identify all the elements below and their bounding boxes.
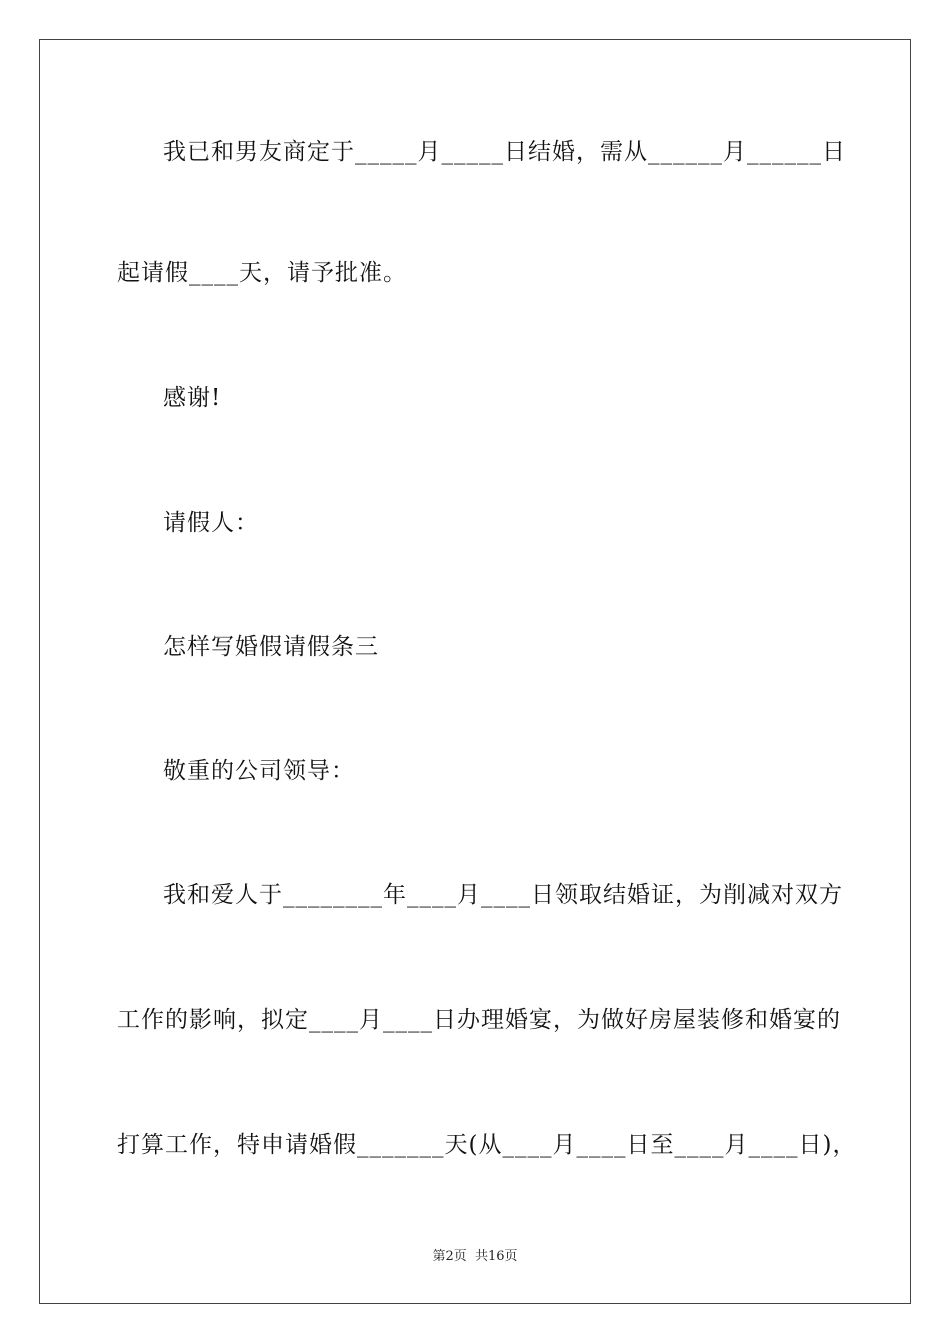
closing-thanks: 感谢! [163, 385, 222, 411]
applicant-label: 请假人： [163, 510, 259, 536]
page-number-footer: 第2页 共16页 [432, 1249, 518, 1264]
salutation: 敬重的公司领导： [163, 758, 355, 784]
body-paragraph-line: 打算工作，特申请婚假_______天(从____月____日至____月____日)， [117, 1132, 857, 1158]
page-border [39, 39, 911, 1304]
body-paragraph-line: 工作的影响，拟定____月____日办理婚宴，为做好房屋装修和婚宴的 [117, 1007, 841, 1033]
body-paragraph-line: 我和爱人于________年____月____日领取结婚证，为削减对双方 [163, 882, 843, 908]
section-heading: 怎样写婚假请假条三 [163, 634, 379, 660]
body-paragraph-line: 起请假____天，请予批准。 [117, 260, 407, 286]
body-paragraph-line: 我已和男友商定于_____月_____日结婚，需从______月______日 [163, 139, 846, 165]
